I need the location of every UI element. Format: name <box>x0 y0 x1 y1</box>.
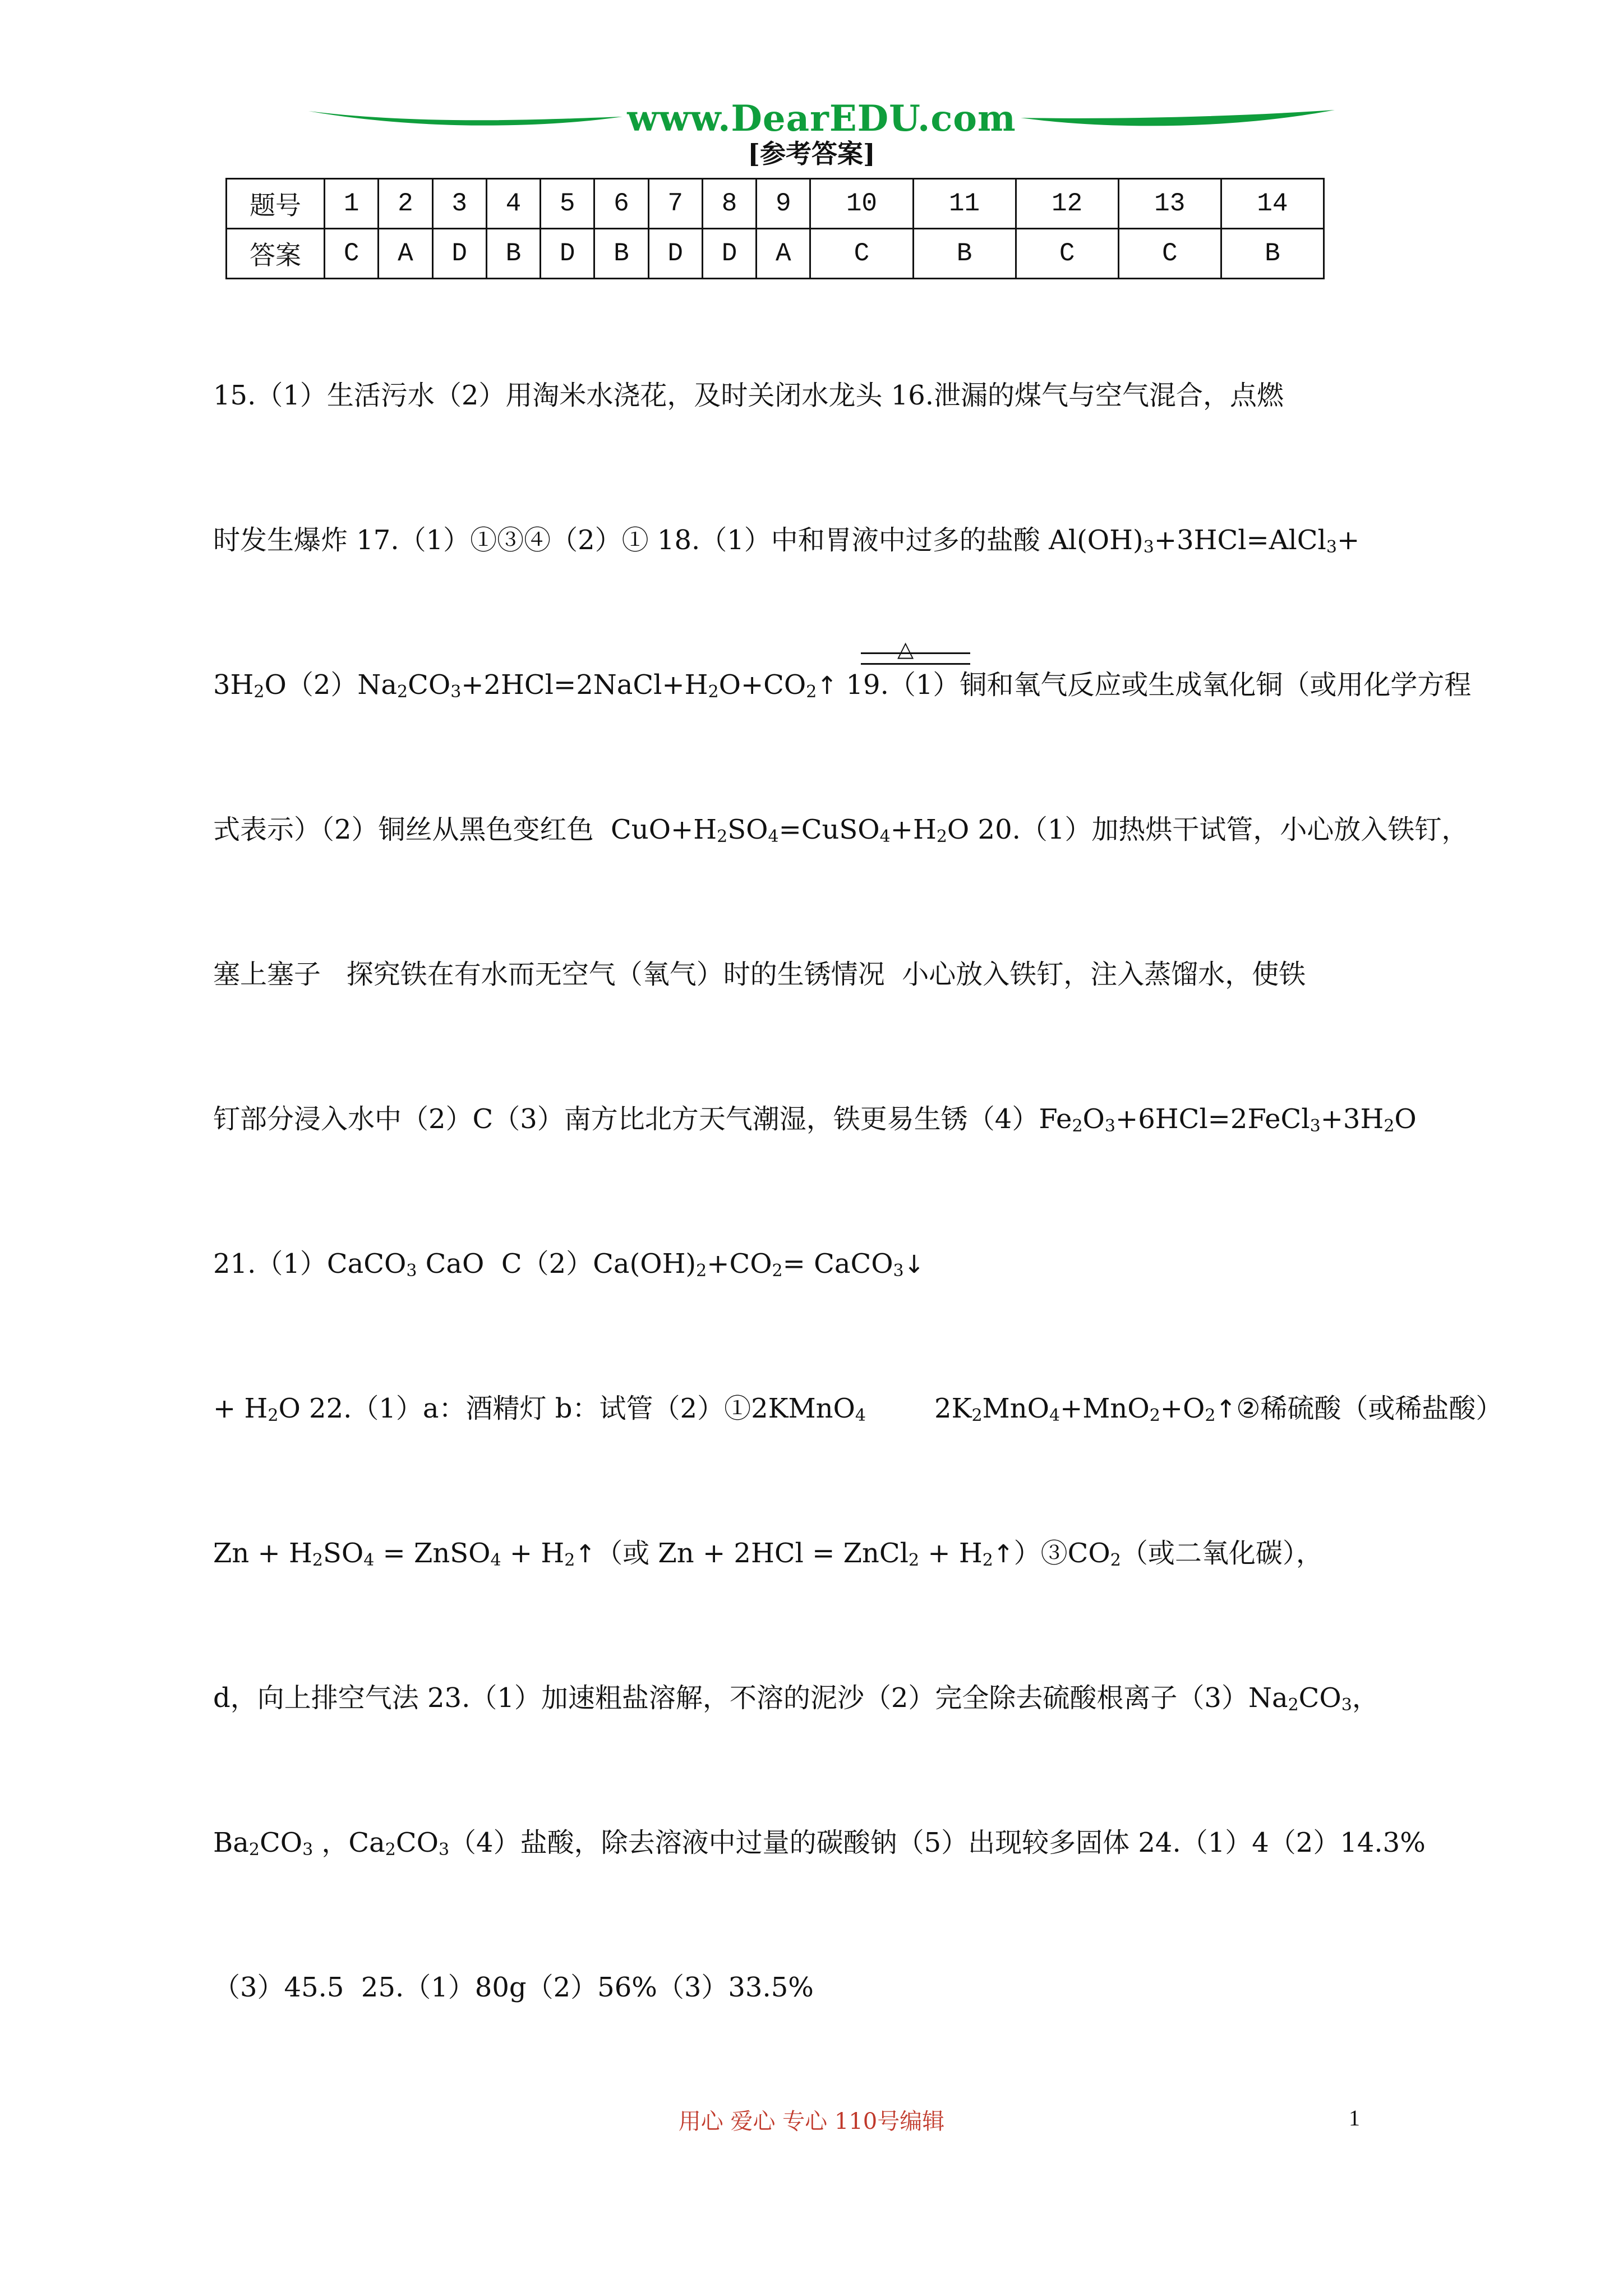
row-label-number: 题号 <box>227 179 325 229</box>
table-cell: 11 <box>913 179 1016 229</box>
equation-double-bar <box>861 652 970 665</box>
table-cell: 7 <box>648 179 702 229</box>
text-line: 塞上塞子 探究铁在有水而无空气（氧气）时的生锈情况 小心放入铁钉，注入蒸馏水，使铁 <box>213 959 1306 990</box>
up-arrow-icon: ↑ <box>575 1540 596 1568</box>
answer-explanations <box>213 275 1503 2060</box>
table-row-answers <box>227 229 1324 279</box>
table-cell: 1 <box>325 179 379 229</box>
table-cell: D <box>432 229 486 279</box>
text-line: 钉部分浸入水中（2）C（3）南方比北方天气潮湿，铁更易生锈$(4)Fe_2O_3+6HCl=2FeCl_3+3H_2O$ <box>213 1103 1417 1136</box>
footer-credit: 用心 爱心 专心 110号编辑 <box>678 2109 945 2134</box>
table-cell: 8 <box>702 179 756 229</box>
table-row-numbers <box>227 179 1324 229</box>
text-line: 21.（1）CaCO$_3$ CaO $C(2)Ca(OH)_2+CO_2=$ CaCO$_3$↓ <box>213 1248 925 1281</box>
table-cell: D <box>541 229 594 279</box>
table-cell: B <box>594 229 648 279</box>
text-line: （3）45.5 25.（1）80g（2）56%（3）33.5% <box>213 1972 814 2003</box>
table-cell: 2 <box>379 179 432 229</box>
text-line: + $H_2O$ 22.（1）a：酒精灯 b：试管（2）①2KMnO$_4$ $2K_2MnO_4+MnO_2+O_2↑②$稀硫酸（或稀盐酸） <box>213 1393 1503 1425</box>
text-line: d，向上排空气法 23.（1）加速粗盐溶解，不溶的泥沙（2）完全除去硫酸根离子$(3)Na_2CO_3$， <box>213 1682 1379 1715</box>
table-cell: D <box>702 229 756 279</box>
text-line: $Ba_2CO_3$ ，$Ca_2CO_3(4)$盐酸，除去溶液中过量的碳酸钠（5）出现较多固体 24.（1）4（2）14.3% <box>213 1827 1426 1860</box>
table-cell: C <box>810 229 913 279</box>
table-cell: D <box>648 229 702 279</box>
table-cell: C <box>1118 229 1221 279</box>
answer-table <box>225 178 1325 279</box>
text-line: 时发生爆炸 17.（1）①③④（2）① 18.（1）中和胃液中过多的盐酸 $Al(OH)_3+3HCl=AlCl_3+$ <box>213 524 1360 557</box>
up-arrow-icon: ↑ <box>1215 1395 1237 1424</box>
down-arrow-icon: ↓ <box>903 1250 925 1279</box>
site-logo-text: www.DearEDU.com <box>627 98 1016 140</box>
table-cell: C <box>1016 229 1118 279</box>
table-cell: 14 <box>1221 179 1324 229</box>
table-cell: 4 <box>486 179 540 229</box>
page-title: [参考答案] <box>748 139 875 169</box>
table-cell: 3 <box>432 179 486 229</box>
table-cell: 9 <box>757 179 810 229</box>
text-line: $Zn + H_2SO_4$ = ZnSO$_4$ + $H_2↑$（或 Zn + 2HCl = ZnCl$_2$ + $H_2↑)③CO_2$（或二氧化碳）， <box>213 1538 1323 1570</box>
text-line: 式表示）（2）铜丝从黑色变红色 $CuO+H_2SO_4=CuSO_4+H_2O$ 20.（1）加热烘干试管，小心放入铁钉， <box>213 814 1469 846</box>
table-cell: 10 <box>810 179 913 229</box>
table-cell: C <box>325 229 379 279</box>
table-cell: A <box>379 229 432 279</box>
table-cell: B <box>486 229 540 279</box>
up-arrow-icon: ↑ <box>993 1540 1014 1568</box>
text-line: 15.（1）生活污水（2）用淘米水浇花，及时关闭水龙头 16.泄漏的煤气与空气混合，点燃 <box>213 380 1284 411</box>
page-number: 1 <box>1349 2105 1360 2131</box>
table-cell: B <box>913 229 1016 279</box>
table-cell: A <box>757 229 810 279</box>
table-cell: 12 <box>1016 179 1118 229</box>
table-cell: B <box>1221 229 1324 279</box>
heat-condition-symbol: △ <box>897 637 914 661</box>
table-cell: 13 <box>1118 179 1221 229</box>
table-cell: 5 <box>541 179 594 229</box>
text-line: $3H_2O(2)Na_2CO_3+2HCl=2NaCl+H_2O+CO_2↑$ 19.（1）铜和氧气反应或生成氧化铜（或用化学方程 <box>213 669 1472 702</box>
row-label-answer: 答案 <box>227 229 325 279</box>
up-arrow-icon: ↑ <box>817 671 838 700</box>
table-cell: 6 <box>594 179 648 229</box>
